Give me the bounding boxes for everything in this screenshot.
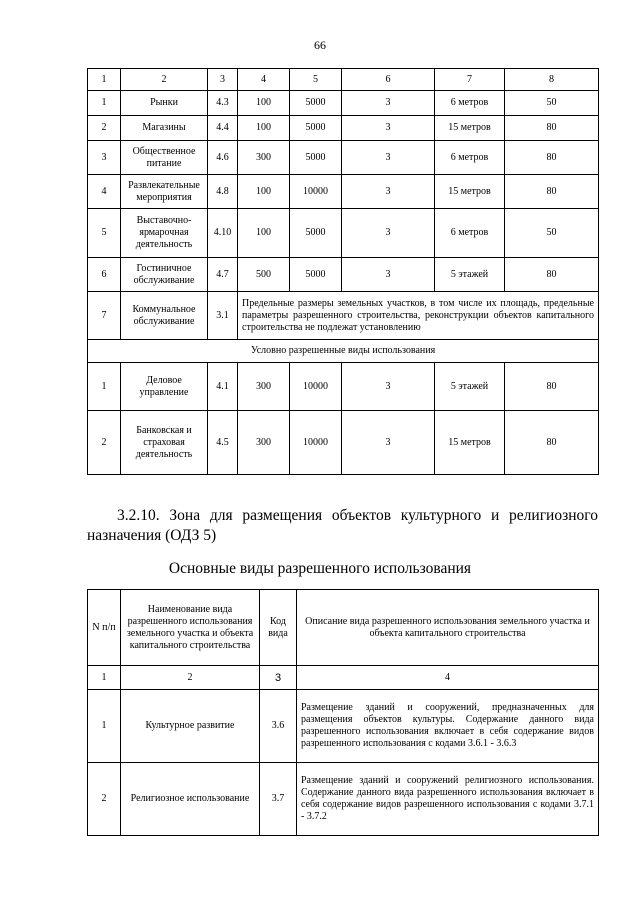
table-cell: 300	[238, 411, 290, 475]
table-cell: 4.1	[208, 363, 238, 411]
table-cell: 4.3	[208, 91, 238, 116]
table-cell: 6 метров	[435, 141, 505, 175]
header-cell: 6	[342, 69, 435, 91]
table-cell: Гостиничное обслуживание	[121, 258, 208, 292]
table-cell: 6 метров	[435, 91, 505, 116]
table-cell: Культурное развитие	[121, 690, 260, 763]
table-cell: 5	[88, 209, 121, 258]
table-cell: 3	[342, 209, 435, 258]
table-cell: 2	[88, 763, 121, 836]
table-row	[88, 141, 599, 175]
header-cell: 5	[290, 69, 342, 91]
table-cell: Магазины	[121, 116, 208, 141]
table-cell: 300	[238, 141, 290, 175]
table-cell: 3	[342, 175, 435, 209]
table-cell: 4	[297, 666, 599, 690]
table-cell: 7	[88, 292, 121, 340]
table-cell: Общественное питание	[121, 141, 208, 175]
header-cell: 2	[121, 69, 208, 91]
table-cell: 1	[88, 91, 121, 116]
table-cell: Религиозное использование	[121, 763, 260, 836]
section-title-row	[88, 340, 599, 363]
column-numbers-row	[88, 666, 599, 690]
table-row	[88, 116, 599, 141]
table-cell: 4.6	[208, 141, 238, 175]
table-cell: 2	[88, 116, 121, 141]
table-cell: 5 этажей	[435, 363, 505, 411]
table-cell: 50	[505, 91, 599, 116]
table-cell: Рынки	[121, 91, 208, 116]
table-cell: 3.6	[260, 690, 297, 763]
table-row	[88, 763, 599, 836]
table-cell: 4.5	[208, 411, 238, 475]
table-cell: 100	[238, 91, 290, 116]
table-cell: 5000	[290, 209, 342, 258]
table-cell: 80	[505, 363, 599, 411]
table-cell: 3	[342, 258, 435, 292]
header-cell: Наименование вида разрешенного использования земельного участка и объекта капитального строительства	[121, 590, 260, 666]
merged-note-cell: Предельные размеры земельных участков, в том числе их площадь, предельные параметры разрешенного строительства, реконструкции объектов капитального строительства не подлежат установлению	[238, 292, 599, 340]
conditional-uses-title: Условно разрешенные виды использования	[88, 340, 599, 363]
table-cell: 3.7	[260, 763, 297, 836]
table-cell: 100	[238, 116, 290, 141]
header-cell: N п/п	[88, 590, 121, 666]
table-row	[88, 690, 599, 763]
table-cell: 2	[88, 411, 121, 475]
table-cell: Размещение зданий и сооружений религиозного использования. Содержание данного вида разрешенного использования включает в себя содержание видов разрешенного использования с кодами 3.7.1 - 3.7.2	[297, 763, 599, 836]
table-cell: 3.1	[208, 292, 238, 340]
table-cell: 80	[505, 141, 599, 175]
zone-parameters-table	[87, 68, 599, 475]
table-cell: 3	[342, 411, 435, 475]
table-cell: 80	[505, 175, 599, 209]
header-cell: 3	[208, 69, 238, 91]
table-cell: 4.8	[208, 175, 238, 209]
table-cell: 5000	[290, 91, 342, 116]
table-cell: 2	[121, 666, 260, 690]
page-number: 66	[314, 38, 326, 52]
table-cell: 10000	[290, 175, 342, 209]
table-row	[88, 411, 599, 475]
table-cell: 1	[88, 690, 121, 763]
table-cell: 100	[238, 175, 290, 209]
header-cell: 7	[435, 69, 505, 91]
table-cell: Коммунальное обслуживание	[121, 292, 208, 340]
table-cell: 6	[88, 258, 121, 292]
section-heading: 3.2.10. Зона для размещения объектов культурного и религиозного назначения (ОДЗ 5)	[87, 507, 598, 544]
header-cell: Код вида	[260, 590, 297, 666]
table-cell: 3	[260, 666, 297, 690]
table-row	[88, 209, 599, 258]
table-cell: Деловое управление	[121, 363, 208, 411]
table-row	[88, 363, 599, 411]
table-cell: 3	[342, 116, 435, 141]
table-cell: Развлекательные мероприятия	[121, 175, 208, 209]
table-cell: 10000	[290, 363, 342, 411]
table-cell: 5000	[290, 116, 342, 141]
table-cell: Выставочно-ярмарочная деятельность	[121, 209, 208, 258]
table-cell: 5 этажей	[435, 258, 505, 292]
table-header-row	[88, 69, 599, 91]
table-cell: 1	[88, 363, 121, 411]
header-cell: 1	[88, 69, 121, 91]
table-cell: 15 метров	[435, 175, 505, 209]
table-cell: 300	[238, 363, 290, 411]
table-cell: 4.4	[208, 116, 238, 141]
table-row	[88, 91, 599, 116]
table-cell: 80	[505, 258, 599, 292]
table-cell: 15 метров	[435, 116, 505, 141]
subheading: Основные виды разрешенного использования	[168, 560, 472, 577]
table-cell: 3	[342, 141, 435, 175]
table-cell: Банковская и страховая деятельность	[121, 411, 208, 475]
table-cell: 5000	[290, 141, 342, 175]
table-cell: 100	[238, 209, 290, 258]
table-cell: 3	[88, 141, 121, 175]
table-cell: 10000	[290, 411, 342, 475]
header-cell: 8	[505, 69, 599, 91]
table-cell: 4	[88, 175, 121, 209]
table-cell: 500	[238, 258, 290, 292]
header-cell: Описание вида разрешенного использования земельного участка и объекта капитального строительства	[297, 590, 599, 666]
table-cell: 50	[505, 209, 599, 258]
table-cell: 4.10	[208, 209, 238, 258]
table-cell: Размещение зданий и сооружений, предназначенных для размещения объектов культуры. Содержание данного вида разрешенного использования включает в себя содержание видов разрешенного использования с кодами 3.6.1 - 3.6.3	[297, 690, 599, 763]
table-cell: 15 метров	[435, 411, 505, 475]
table-row	[88, 292, 599, 340]
table-cell: 80	[505, 411, 599, 475]
table-cell: 6 метров	[435, 209, 505, 258]
permitted-uses-table	[87, 589, 599, 836]
table-cell: 3	[342, 363, 435, 411]
table-cell: 80	[505, 116, 599, 141]
table-row	[88, 175, 599, 209]
table-cell: 3	[342, 91, 435, 116]
table-cell: 1	[88, 666, 121, 690]
table-header-row	[88, 590, 599, 666]
table-row	[88, 258, 599, 292]
table-cell: 4.7	[208, 258, 238, 292]
table-cell: 5000	[290, 258, 342, 292]
header-cell: 4	[238, 69, 290, 91]
